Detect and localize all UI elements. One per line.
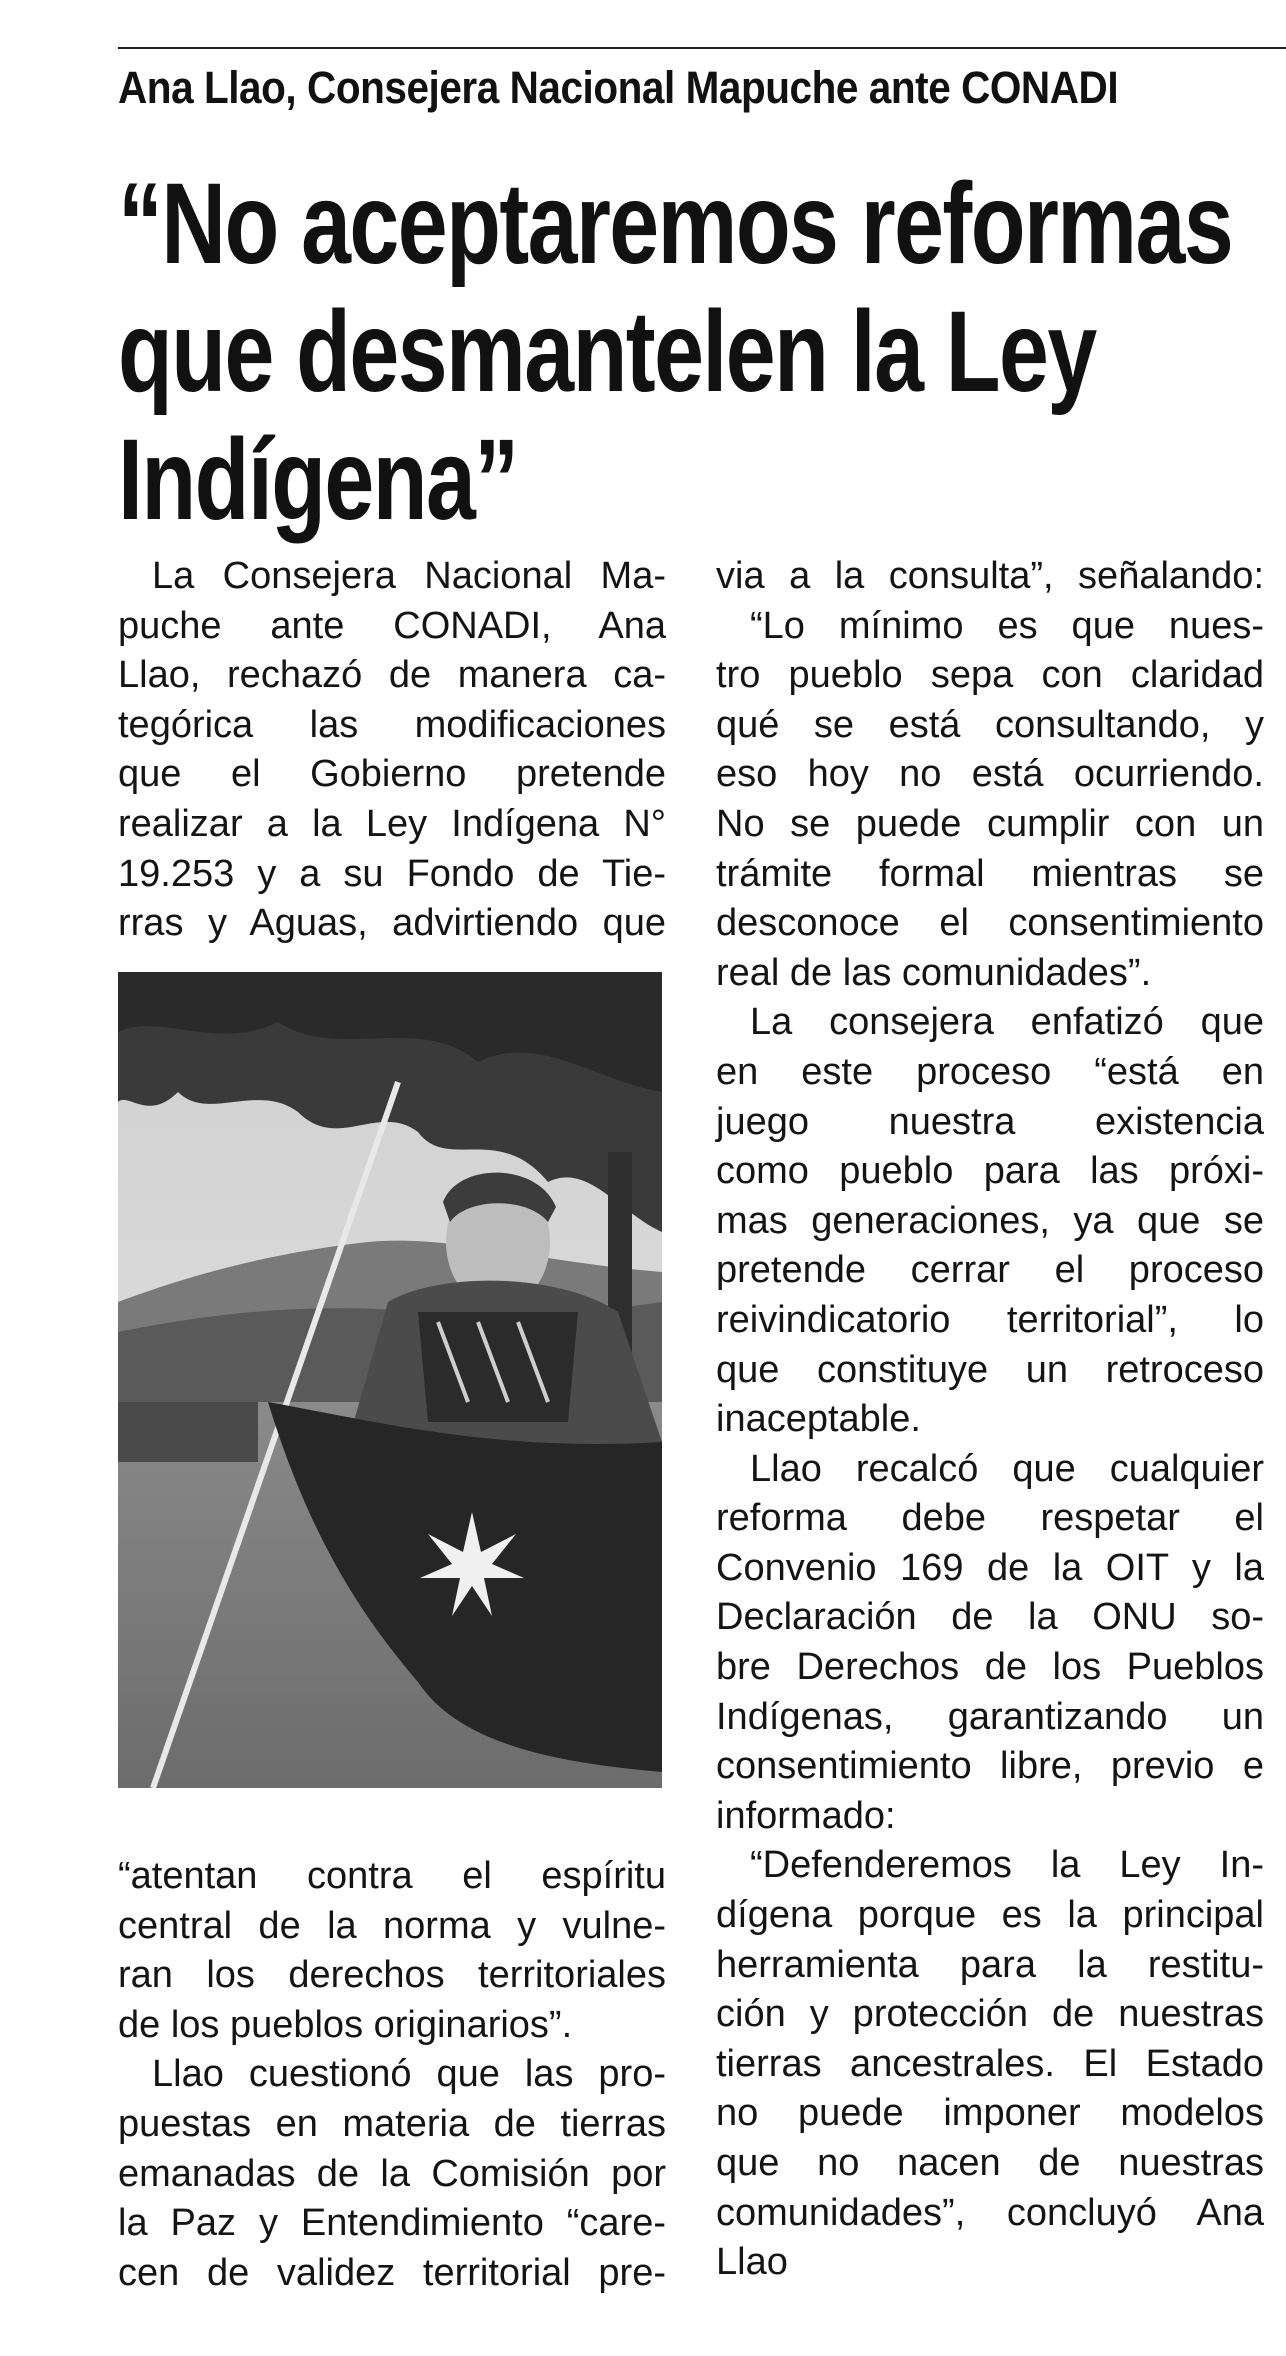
text-line: Declaración de la ONU so- bbox=[716, 1596, 1264, 1639]
text-line: emanadas de la Comisión por bbox=[118, 2152, 666, 2195]
text-line: como pueblo para las próxi- bbox=[716, 1150, 1264, 1193]
text-line: desconoce el consentimiento bbox=[716, 902, 1264, 945]
text-line: central de la norma y vulne- bbox=[118, 1904, 666, 1947]
text-line: mas generaciones, ya que se bbox=[716, 1199, 1264, 1242]
text-line: que no nacen de nuestras bbox=[716, 2142, 1264, 2184]
headline bbox=[118, 160, 1233, 544]
text-line: comunidades”, concluyó Ana bbox=[716, 2191, 1264, 2234]
text-line: pretende cerrar el proceso bbox=[716, 1249, 1264, 1292]
text-line: “Lo mínimo es que nues- bbox=[750, 604, 1264, 647]
text-line: qué se está consultando, y bbox=[716, 703, 1264, 746]
headline-line: que desmantelen la Ley bbox=[118, 288, 1096, 416]
text-line: Llao, rechazó de manera ca- bbox=[118, 654, 666, 697]
column-1-bottom bbox=[118, 1852, 666, 2298]
text-line: inaceptable. bbox=[716, 1398, 921, 1441]
text-line: ran los derechos territoriales bbox=[118, 1954, 666, 1997]
text-line: “atentan contra el espíritu bbox=[118, 1855, 666, 1897]
text-line: de los pueblos originarios”. bbox=[118, 2003, 573, 2046]
text-line: Convenio 169 de la OIT y la bbox=[716, 1546, 1264, 1589]
headline-line: Indígena” bbox=[118, 416, 518, 544]
text-line: rras y Aguas, advirtiendo que bbox=[118, 902, 666, 945]
text-line: en este proceso “está en bbox=[716, 1050, 1264, 1093]
text-line: eso hoy no está ocurriendo. bbox=[716, 753, 1264, 796]
text-line: 19.253 y a su Fondo de Tie- bbox=[118, 852, 666, 895]
text-line: trámite formal mientras se bbox=[716, 852, 1264, 895]
text-line: no puede imponer modelos bbox=[716, 2092, 1264, 2135]
text-line: herramienta para la restitu- bbox=[716, 1943, 1264, 1986]
text-line: tierras ancestrales. El Estado bbox=[716, 2042, 1264, 2085]
text-line: Llao bbox=[716, 2241, 788, 2284]
column-2 bbox=[716, 552, 1264, 2288]
text-line: Indígenas, garantizando un bbox=[716, 1695, 1264, 1738]
text-line: que constituye un retroceso bbox=[716, 1348, 1264, 1391]
text-line: que el Gobierno pretende bbox=[118, 753, 666, 796]
text-line: puestas en materia de tierras bbox=[118, 2102, 666, 2145]
text-line: via a la consulta”, señalando: bbox=[716, 555, 1264, 597]
text-line: juego nuestra existencia bbox=[716, 1100, 1264, 1143]
text-line: “Defenderemos la Ley In- bbox=[750, 1844, 1264, 1887]
text-line: informado: bbox=[716, 1794, 896, 1837]
headline-line: “No aceptaremos reformas bbox=[118, 160, 1233, 288]
column-1-top bbox=[118, 552, 666, 949]
text-line: reforma debe respetar el bbox=[716, 1497, 1264, 1540]
text-line: tegórica las modificaciones bbox=[118, 703, 666, 746]
text-line: puche ante CONADI, Ana bbox=[118, 604, 666, 647]
text-line: reivindicatorio territorial”, lo bbox=[716, 1298, 1264, 1341]
text-line: consentimiento libre, previo e bbox=[716, 1745, 1264, 1788]
text-line: realizar a la Ley Indígena N° bbox=[118, 802, 666, 845]
text-line: real de las comunidades”. bbox=[716, 951, 1152, 994]
photo-ana-llao-with-flag bbox=[118, 972, 662, 1788]
text-line: La Consejera Nacional Ma- bbox=[152, 555, 666, 597]
text-line: Llao cuestionó que las pro- bbox=[152, 2053, 666, 2096]
text-line: dígena porque es la principal bbox=[716, 1894, 1264, 1937]
kicker: Ana Llao, Consejera Nacional Mapuche ante CONADI bbox=[118, 62, 1119, 113]
top-rule bbox=[118, 47, 1286, 49]
text-line: la Paz y Entendimiento “care- bbox=[118, 2202, 666, 2245]
text-line: Llao recalcó que cualquier bbox=[750, 1447, 1264, 1490]
text-line: bre Derechos de los Pueblos bbox=[716, 1646, 1264, 1689]
text-line: cen de validez territorial pre- bbox=[118, 2251, 666, 2294]
text-line: tro pueblo sepa con claridad bbox=[716, 654, 1264, 697]
text-line: ción y protección de nuestras bbox=[716, 1993, 1264, 2036]
text-line: La consejera enfatizó que bbox=[750, 1001, 1264, 1044]
text-line: No se puede cumplir con un bbox=[716, 802, 1264, 845]
